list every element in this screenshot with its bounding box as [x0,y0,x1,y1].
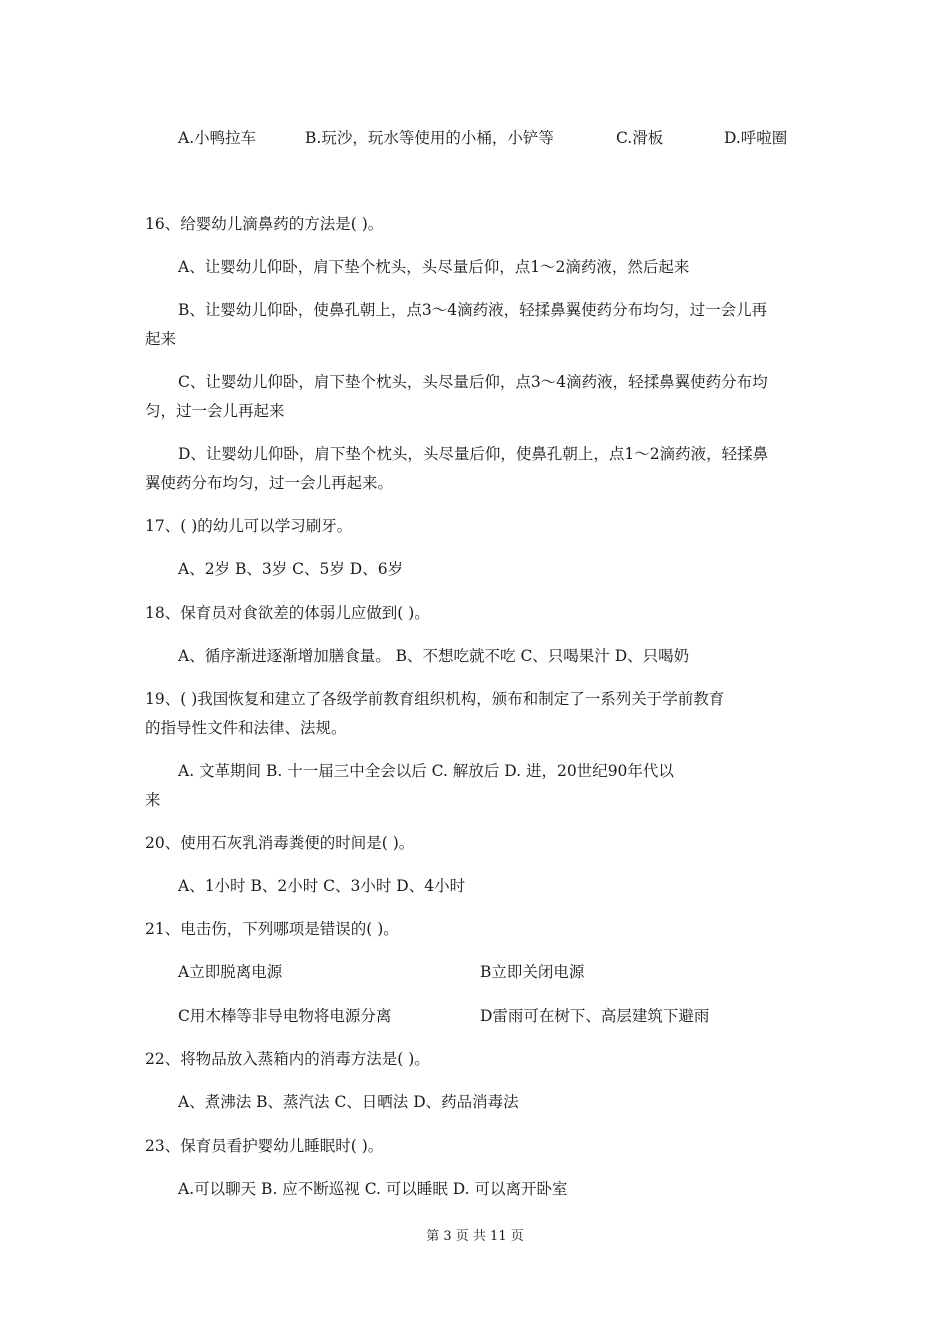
q19-stem-line2: 的指导性文件和法律、法规。 [145,719,347,737]
q19-stem-line1: 19、( )我国恢复和建立了各级学前教育组织机构，颁布和制定了一系列关于学前教育 [145,690,725,708]
page-footer: 第 3 页 共 11 页 [426,1229,524,1244]
q23-stem: 23、保育员看护婴幼儿睡眠时( )。 [145,1137,384,1155]
q21-stem: 21、电击伤，下列哪项是错误的( )。 [145,920,399,938]
q15-option-c: C.滑板 [616,129,664,147]
q18-options: A、循序渐进逐渐增加膳食量。 B、不想吃就不吃 C、只喝果汁 D、只喝奶 [178,647,690,665]
q21-option-b: B立即关闭电源 [480,963,585,981]
q23-options: A.可以聊天 B. 应不断巡视 C. 可以睡眠 D. 可以离开卧室 [178,1180,568,1198]
q16-option-d-line2: 翼使药分布均匀，过一会儿再起来。 [145,474,394,492]
q22-stem: 22、将物品放入蒸箱内的消毒方法是( )。 [145,1050,430,1068]
q19-options-line2: 来 [145,791,161,809]
q15-option-b: B.玩沙，玩水等使用的小桶，小铲等 [305,129,554,147]
q17-stem: 17、( )的幼儿可以学习刷牙。 [145,517,353,535]
q16-option-a: A、让婴幼儿仰卧，肩下垫个枕头，头尽量后仰，点1～2滴药液，然后起来 [178,258,690,276]
q19-options-line1: A. 文革期间 B. 十一届三中全会以后 C. 解放后 D. 进，20世纪90年代以 [178,762,674,780]
q21-option-d: D雷雨可在树下、高层建筑下避雨 [480,1007,710,1025]
q15-option-d: D.呼啦圈 [724,129,788,147]
q17-options: A、2岁 B、3岁 C、5岁 D、6岁 [178,560,404,578]
q15-options [178,128,818,148]
q22-options: A、煮沸法 B、蒸汽法 C、日晒法 D、药品消毒法 [178,1093,519,1111]
q16-option-d-line1: D、让婴幼儿仰卧，肩下垫个枕头，头尽量后仰，使鼻孔朝上，点1～2滴药液，轻揉鼻 [178,445,769,463]
q16-stem: 16、给婴幼儿滴鼻药的方法是( )。 [145,215,384,233]
q16-option-c-line2: 匀，过一会儿再起来 [145,402,285,420]
q20-stem: 20、使用石灰乳消毒粪便的时间是( )。 [145,834,415,852]
q16-option-c-line1: C、让婴幼儿仰卧，肩下垫个枕头，头尽量后仰，点3～4滴药液，轻揉鼻翼使药分布均 [178,373,768,391]
q20-options: A、1小时 B、2小时 C、3小时 D、4小时 [178,877,466,895]
q18-stem: 18、保育员对食欲差的体弱儿应做到( )。 [145,604,430,622]
q21-option-c: C用木棒等非导电物将电源分离 [178,1007,392,1025]
q16-option-b-line1: B、让婴幼儿仰卧，使鼻孔朝上，点3～4滴药液，轻揉鼻翼使药分布均匀，过一会儿再 [178,301,768,319]
q21-option-a: A立即脱离电源 [178,963,283,981]
q16-option-b-line2: 起来 [145,330,177,348]
q15-option-a: A.小鸭拉车 [178,129,257,147]
